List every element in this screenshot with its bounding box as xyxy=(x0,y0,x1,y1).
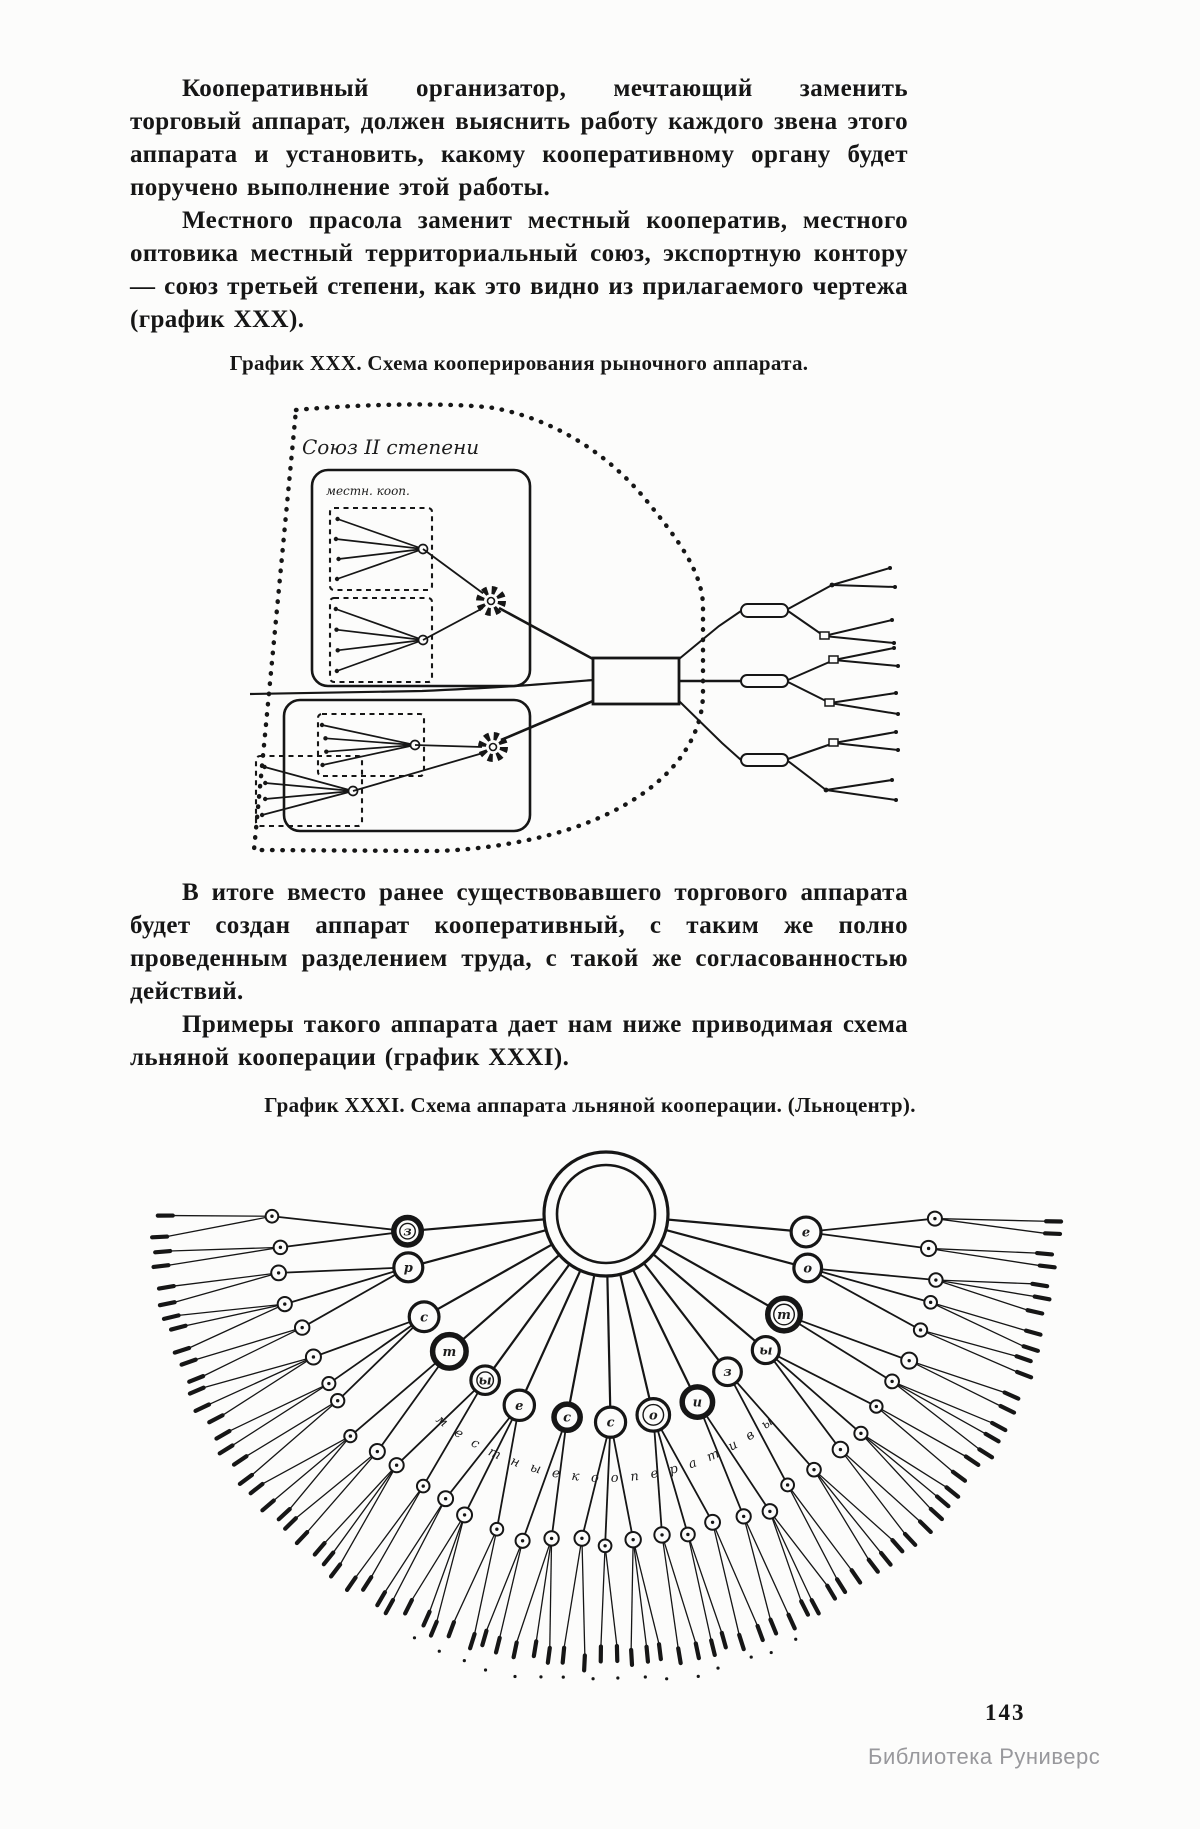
coop-node xyxy=(625,1532,640,1547)
coop-node xyxy=(574,1531,589,1546)
library-watermark: Библиотека Руниверс xyxy=(868,1744,1101,1769)
coop-node xyxy=(901,1353,917,1369)
coop-node xyxy=(516,1534,530,1548)
coop-node xyxy=(781,1479,794,1492)
page-number: 143 xyxy=(985,1700,1026,1725)
coop-node xyxy=(763,1504,778,1519)
svg-text:и: и xyxy=(692,1395,703,1411)
union-node xyxy=(791,1217,821,1247)
coop-node xyxy=(854,1427,867,1440)
coop-node xyxy=(885,1375,899,1389)
gear-node-icon xyxy=(482,736,504,758)
local-coop-groups xyxy=(256,508,432,826)
coop-node xyxy=(457,1507,472,1522)
export-branches xyxy=(679,568,898,800)
caption-chart-30: График XXX. Схема кооперирования рыночного аппарата. xyxy=(229,351,809,375)
coop-node xyxy=(370,1444,385,1459)
svg-text:с: с xyxy=(420,1310,429,1326)
paragraph: Примеры такого аппарата дает нам ниже приводимая схема льняной кооперации (график XXXI). xyxy=(130,1011,908,1071)
coop-node xyxy=(271,1266,286,1281)
paragraph: Местного прасола заменит местный кооператив, местного оптовика местный территориальный союз, экспортную контору — союз третьей степени, как это видно из прилагаемого чертежа (график XXX). xyxy=(130,207,908,333)
coop-node xyxy=(266,1210,279,1223)
coop-node xyxy=(491,1523,504,1536)
branch-junctions xyxy=(820,566,900,802)
label-union-degree: Союз II степени xyxy=(302,435,480,459)
coop-node xyxy=(737,1509,751,1523)
union-node xyxy=(752,1337,779,1364)
union-node xyxy=(794,1254,822,1282)
union-node xyxy=(554,1404,580,1430)
coop-node xyxy=(681,1528,695,1542)
label-local-coop: местн. кооп. xyxy=(326,484,410,498)
coop-node xyxy=(870,1400,882,1412)
coop-node xyxy=(438,1491,453,1506)
coop-node xyxy=(417,1480,430,1493)
union-node xyxy=(595,1407,625,1437)
svg-text:ы: ы xyxy=(759,1343,773,1359)
coop-node xyxy=(654,1527,669,1542)
coop-node xyxy=(807,1463,821,1477)
coop-node xyxy=(833,1442,849,1458)
diagram-chart-30 xyxy=(222,398,912,863)
coop-node xyxy=(274,1241,288,1255)
svg-text:е: е xyxy=(801,1225,811,1241)
coop-node xyxy=(331,1394,344,1407)
diagram-chart-31 xyxy=(120,1140,1090,1700)
svg-text:о: о xyxy=(648,1408,658,1424)
union-node xyxy=(433,1335,467,1369)
svg-text:ы: ы xyxy=(478,1373,492,1389)
svg-text:о: о xyxy=(803,1261,813,1277)
funnel-lines xyxy=(250,608,593,740)
coop-node xyxy=(306,1349,321,1364)
coop-node xyxy=(599,1539,612,1552)
coop-node xyxy=(390,1458,404,1472)
union-node xyxy=(471,1366,500,1395)
union-node xyxy=(394,1253,423,1282)
svg-text:с: с xyxy=(563,1410,572,1426)
svg-text:т: т xyxy=(442,1344,457,1360)
coop-node xyxy=(705,1515,720,1530)
body-text-upper xyxy=(130,72,908,336)
coop-node xyxy=(928,1212,942,1226)
central-box xyxy=(593,658,679,704)
union-lobe-top xyxy=(312,470,530,686)
coop-node xyxy=(914,1323,927,1336)
union-node xyxy=(714,1358,742,1386)
union-node xyxy=(504,1390,534,1420)
svg-text:з: з xyxy=(403,1224,412,1240)
coop-node xyxy=(544,1531,558,1545)
coop-node xyxy=(322,1377,335,1390)
union-node xyxy=(768,1298,801,1331)
coop-node xyxy=(929,1273,942,1286)
coop-node xyxy=(924,1296,937,1309)
caption-chart-31: График XXXI. Схема аппарата льняной кооперации. (Льноцентр). xyxy=(264,1093,916,1117)
svg-text:е: е xyxy=(515,1398,524,1414)
svg-text:з: з xyxy=(723,1365,732,1381)
union-node xyxy=(394,1217,421,1244)
coop-node xyxy=(278,1297,292,1311)
svg-text:т: т xyxy=(777,1308,791,1324)
svg-text:с: с xyxy=(606,1415,615,1431)
hub-node xyxy=(544,1152,668,1276)
body-text-lower xyxy=(130,876,908,1074)
paragraph: В итоге вместо ранее существовавшего торгового аппарата будет создан аппарат кооперативный, с таким же полно проведенным разделением труда, с такой же согласованностью действий. xyxy=(130,879,908,1005)
coop-node xyxy=(295,1320,309,1334)
paragraph: Кооперативный организатор, мечтающий заменить торговый аппарат, должен выяснить работу каждого звена этого аппарата и установить, какому кооперативному органу будет поручено выполнение этой работы. xyxy=(130,75,908,201)
svg-text:р: р xyxy=(403,1260,413,1276)
union-node xyxy=(637,1399,670,1432)
coop-node xyxy=(344,1430,356,1442)
union-node xyxy=(409,1302,439,1332)
coop-node xyxy=(921,1241,936,1256)
union-node xyxy=(682,1387,712,1417)
arc-label: м е с т н ы е к о о п е р а т и в ы xyxy=(432,1412,780,1487)
